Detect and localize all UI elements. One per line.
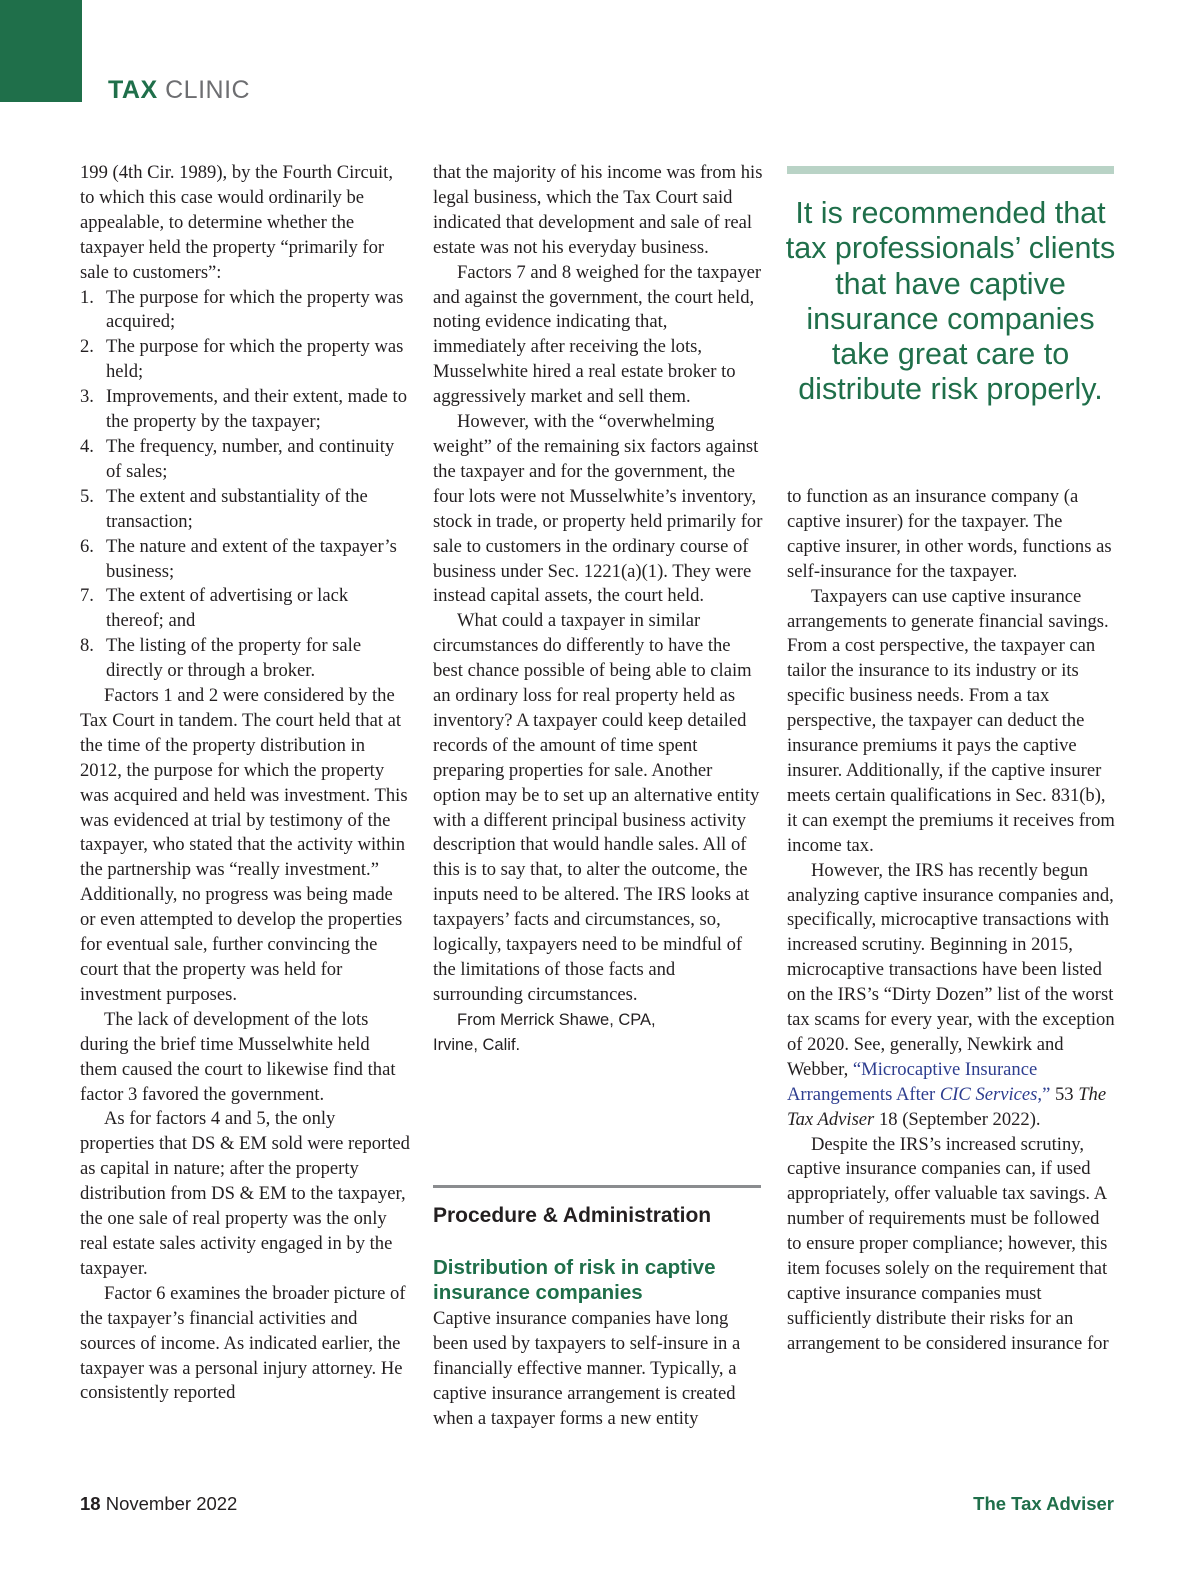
col2-paragraph-holding: However, with the “overwhelming weight” of the remaining six factors against the taxpayer and for the government, the four lots were not Musselwhite’s inventory, stock in trade, or property held primarily for sale to customers in the ordinary course of business under Sec. 1221(a)(1). They were instead capital assets, the court held. [433, 411, 763, 607]
factor-number: 4. [80, 435, 94, 457]
factor-number: 3. [80, 386, 94, 408]
factor-text: The extent and substantiality of the transaction; [106, 485, 368, 532]
article-link-text: “Microcaptive Insurance Arrangements After [787, 1058, 1038, 1105]
section-label [108, 76, 250, 105]
item-subheading: Distribution of risk in captive insurance companies [433, 1256, 716, 1304]
factor-text: The purpose for which the property was held; [106, 336, 404, 383]
column-2 [433, 161, 763, 1058]
section-color-tab [0, 0, 82, 102]
col1-paragraph-factors-4-5: As for factors 4 and 5, the only properties that DS & EM sold were reported as capital in nature; after the property distribution from DS & EM to the taxpayer, the one sale of real property was the only real estate sales activity engaged in by the taxpayer. [80, 1108, 410, 1279]
factor-item [80, 335, 410, 385]
col3-paragraph-savings: Taxpayers can use captive insurance arrangements to generate financial savings. From a cost perspective, the taxpayer can tailor the insurance to its industry or its specific business needs. From a tax perspective, the taxpayer can deduct the insurance premiums it pays the captive insurer. Additionally, if the captive insurer meets certain qualifications in Sec. 831(b), it can exempt the premiums it receives from income tax. [787, 585, 1115, 856]
column-2-lower [433, 1307, 763, 1432]
col2-captive-intro-paragraph: Captive insurance companies have long been used by taxpayers to self-insure in a financially effective manner. Typically, a captive insurance arrangement is created when a taxpayer forms a new entity [433, 1308, 741, 1429]
col1-paragraph-factor-3: The lack of development of the lots during the brief time Musselwhite held them caused the court to likewise find that factor 3 favored the government. [80, 1008, 396, 1105]
author-credit-line-1: From Merrick Shawe, CPA, [457, 1010, 656, 1029]
citation-page: 18 (September 2022). [874, 1108, 1041, 1130]
section-label-strong: TAX [108, 76, 158, 104]
factor-number: 2. [80, 336, 94, 358]
factors-list [80, 286, 410, 685]
col3-paragraph-requirements: Despite the IRS’s increased scrutiny, captive insurance companies can, if used appropriately, offer valuable tax savings. A number of requirements must be followed to ensure proper compliance; however, this item focuses solely on the requirement that captive insurance companies must sufficiently distribute their risks for an arrangement to be considered insurance for [787, 1133, 1109, 1354]
article-link-close: ,” [1037, 1083, 1051, 1105]
factor-number: 7. [80, 585, 94, 607]
pull-quote-rule [787, 166, 1114, 174]
col2-paragraph-factors-7-8: Factors 7 and 8 weighed for the taxpayer and against the government, the court held, noting evidence indicating that, immediately after receiving the lots, Musselwhite hired a real estate broker to aggressively market and sell them. [433, 261, 762, 408]
article-link-italic: CIC Services [939, 1083, 1038, 1105]
factor-text: Improvements, and their extent, made to the property by the taxpayer; [106, 386, 408, 433]
col1-paragraph-factors-1-2: Factors 1 and 2 were considered by the Tax Court in tandem. The court held that at the time of the property distribution in 2012, the purpose for which the property was acquired and held was investment. This was evidenced at trial by testimony of the taxpayer, who stated that the activity within the partnership was “really investment.” Additionally, no progress was being made or even attempted to develop the properties for eventual sale, further convincing the court that the property was held for investment purposes. [80, 685, 408, 1005]
factor-text: The purpose for which the property was acquired; [106, 286, 404, 333]
factor-item [80, 634, 410, 684]
factor-number: 1. [80, 286, 94, 308]
citation-volume: 53 [1050, 1083, 1079, 1105]
col3-scrutiny-text: However, the IRS has recently begun analyzing captive insurance companies and, specifically, microcaptive transactions with increased scrutiny. Beginning in 2015, microcaptive transactions have been listed on the IRS’s “Dirty Dozen” list of the worst tax scams for every year, with the exception of 2020. See, generally, Newkirk and Webber, [787, 859, 1115, 1080]
col1-paragraph-factor-6: Factor 6 examines the broader picture of the taxpayer’s financial activities and sources of income. As indicated earlier, the taxpayer was a personal injury attorney. He consistently reported [80, 1282, 406, 1404]
factor-item [80, 584, 410, 634]
factor-text: The extent of advertising or lack thereof; and [106, 585, 349, 632]
factor-number: 8. [80, 635, 94, 657]
factor-number: 5. [80, 485, 94, 507]
factor-item [80, 485, 410, 535]
section-divider [433, 1185, 761, 1188]
col3-continued-paragraph: to function as an insurance company (a captive insurer) for the taxpayer. The captive insurer, in other words, functions as self-insurance for the taxpayer. [787, 486, 1112, 582]
factor-item [80, 535, 410, 585]
factor-text: The frequency, number, and continuity of sales; [106, 435, 395, 482]
factor-text: The listing of the property for sale directly or through a broker. [106, 635, 362, 682]
col2-paragraph-advice: What could a taxpayer in similar circumstances do differently to have the best chance possible of being able to claim an ordinary loss for real property held as inventory? A taxpayer could keep detailed records of the amount of time spent preparing properties for sale. Another option may be to set up an alternative entity with a different principal business activity description that would handle sales. All of this is to say that, to alter the outcome, the inputs need to be altered. The IRS looks at taxpayers’ facts and circumstances, so, logically, taxpayers need to be mindful of the limitations of those facts and surrounding circumstances. [433, 610, 760, 1005]
factor-number: 6. [80, 535, 94, 557]
factor-item [80, 286, 410, 336]
page-number: 18 [80, 1493, 101, 1514]
col2-continued-paragraph: that the majority of his income was from his legal business, which the Tax Court said indicated that development and sale of real estate was not his everyday business. [433, 162, 763, 258]
section-heading: Procedure & Administration [433, 1204, 712, 1227]
issue-date: November 2022 [105, 1493, 238, 1514]
author-credit-line-2: Irvine, Calif. [433, 1035, 521, 1054]
factor-text: The nature and extent of the taxpayer’s business; [106, 535, 397, 582]
col1-intro-paragraph: 199 (4th Cir. 1989), by the Fourth Circuit, to which this case would ordinarily be appealable, to determine whether the taxpayer held the property “primarily for sale to customers”: [80, 162, 393, 283]
factor-item [80, 385, 410, 435]
pull-quote: It is recommended that tax professionals’ clients that have captive insurance companies take great care to distribute risk properly. [785, 196, 1116, 407]
citation-journal: The Tax Adviser [787, 1083, 1107, 1130]
section-label-rest: CLINIC [165, 76, 251, 104]
column-1 [80, 161, 410, 1406]
column-3 [787, 485, 1117, 1357]
col3-paragraph-scrutiny [787, 859, 1117, 1133]
publication-name: The Tax Adviser [973, 1493, 1114, 1514]
footer-folio [80, 1493, 237, 1515]
factor-item [80, 435, 410, 485]
